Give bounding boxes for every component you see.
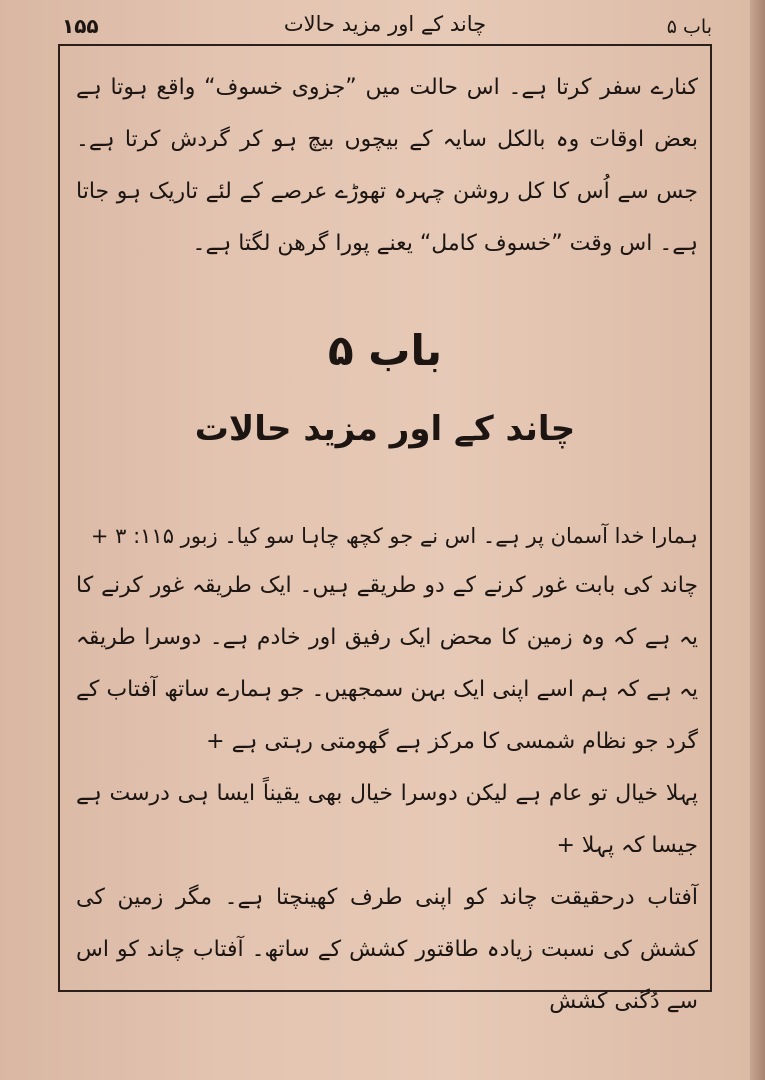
book-binding-edge	[750, 0, 765, 1080]
paragraph: پہلا خیال تو عام ہے لیکن دوسرا خیال بھی یقیناً ایسا ہی درست ہے جیسا کہ پہلا +	[76, 781, 698, 858]
epigraph-text: ہمارا خدا آسمان پر ہے۔ اس نے جو کچھ چاہا سو کیا۔ زبور ۱۱۵: ۳ +	[90, 524, 698, 548]
paragraph: چاند کی بابت غور کرنے کے دو طریقے ہیں۔ ایک طریقہ غور کرنے کا یہ ہے کہ وہ زمین کا محض ایک رفیق اور خادم ہے۔ دوسرا طریقہ یہ ہے کہ ہم اسے اپنی ایک بہن سمجھیں۔ جو ہمارے ساتھ آفتاب کے گرد جو نظام شمسی کا مرکز ہے گھومتی رہتی ہے +	[76, 573, 698, 754]
page-number: ۱۵۵	[62, 14, 99, 38]
body-text	[76, 560, 698, 1028]
epigraph	[76, 510, 698, 562]
top-paragraph	[76, 62, 698, 270]
running-title: چاند کے اور مزید حالات	[283, 12, 487, 36]
chapter-heading: باب ۵	[327, 326, 442, 375]
paragraph: آفتاب درحقیقت چاند کو اپنی طرف کھینچتا ہے۔ مگر زمین کی کشش کی نسبت زیادہ طاقتور کشش کے ساتھ۔ آفتاب چاند کو اس سے دُگنی کشش	[76, 885, 698, 1014]
paragraph: کنارے سفر کرتا ہے۔ اس حالت میں ”جزوی خسوف“ واقع ہوتا ہے بعض اوقات وہ بالکل سایہ کے بیچوں بیچ ہو کر گردش کرتا ہے۔ جس سے اُس کا کل روشن چہرہ تھوڑے عرصے کے لئے تاریک ہو جاتا ہے۔ اس وقت ”خسوف کامل“ یعنے پورا گرھن لگتا ہے۔	[76, 75, 698, 256]
running-header	[0, 8, 750, 42]
chapter-title: چاند کے اور مزید حالات	[194, 409, 576, 449]
chapter-label: باب ۵	[666, 16, 712, 38]
